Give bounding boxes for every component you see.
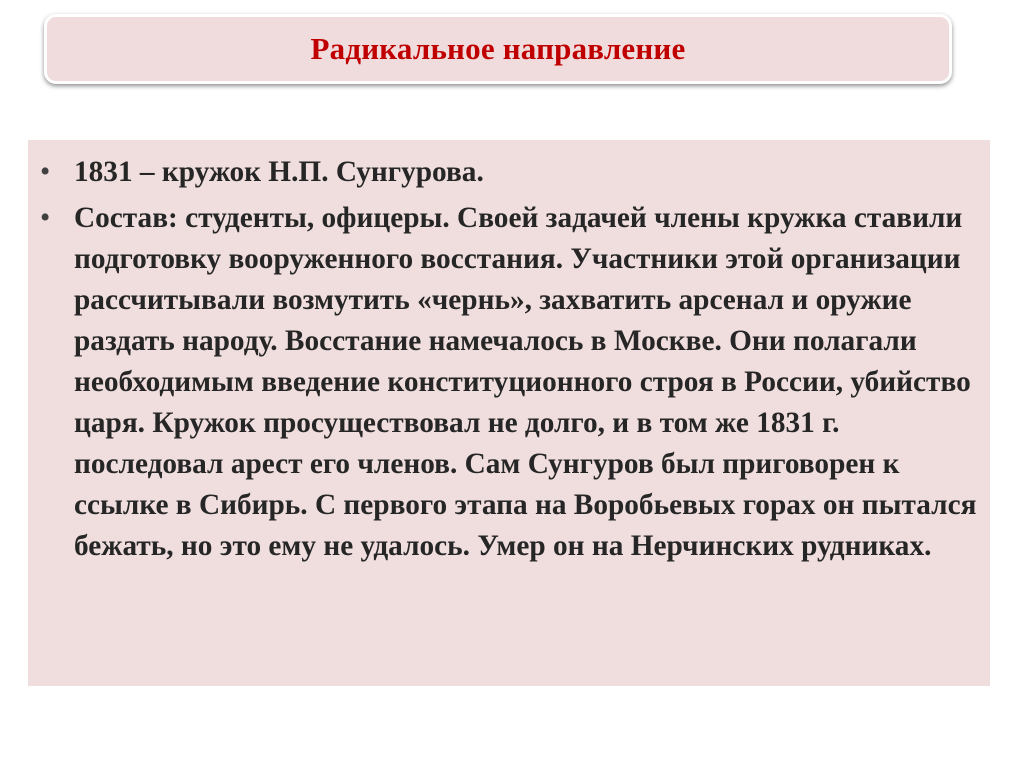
bullet-list [38, 152, 978, 572]
bullet-text: 1831 – кружок Н.П. Сунгурова. [74, 156, 484, 188]
bullet-text: Состав: студенты, офицеры. Своей задачей члены кружка ставили подготовку вооруженного восстания. Участники этой организации рассчитывали возмутить «чернь», захватить арсенал и оружие раздать народу. Восстание намечалось в Москве. Они полагали необходимым введение конституционного строя в России, убийство царя. Кружок просуществовал не долго, и в том же 1831 г. последовал арест его членов. Сам Сунгуров был приговорен к ссылке в Сибирь. С первого этапа на Воробьевых горах он пытался бежать, но это ему не удалось. Умер он на Нерчинских рудниках. [74, 202, 977, 562]
bullet-item-composition [38, 198, 978, 567]
content-panel [28, 140, 990, 686]
title-banner [44, 14, 952, 84]
bullet-icon: • [40, 202, 51, 234]
slide-title: Радикальное направление [310, 31, 686, 66]
bullet-item-date [38, 152, 978, 193]
bullet-icon: • [40, 156, 51, 188]
